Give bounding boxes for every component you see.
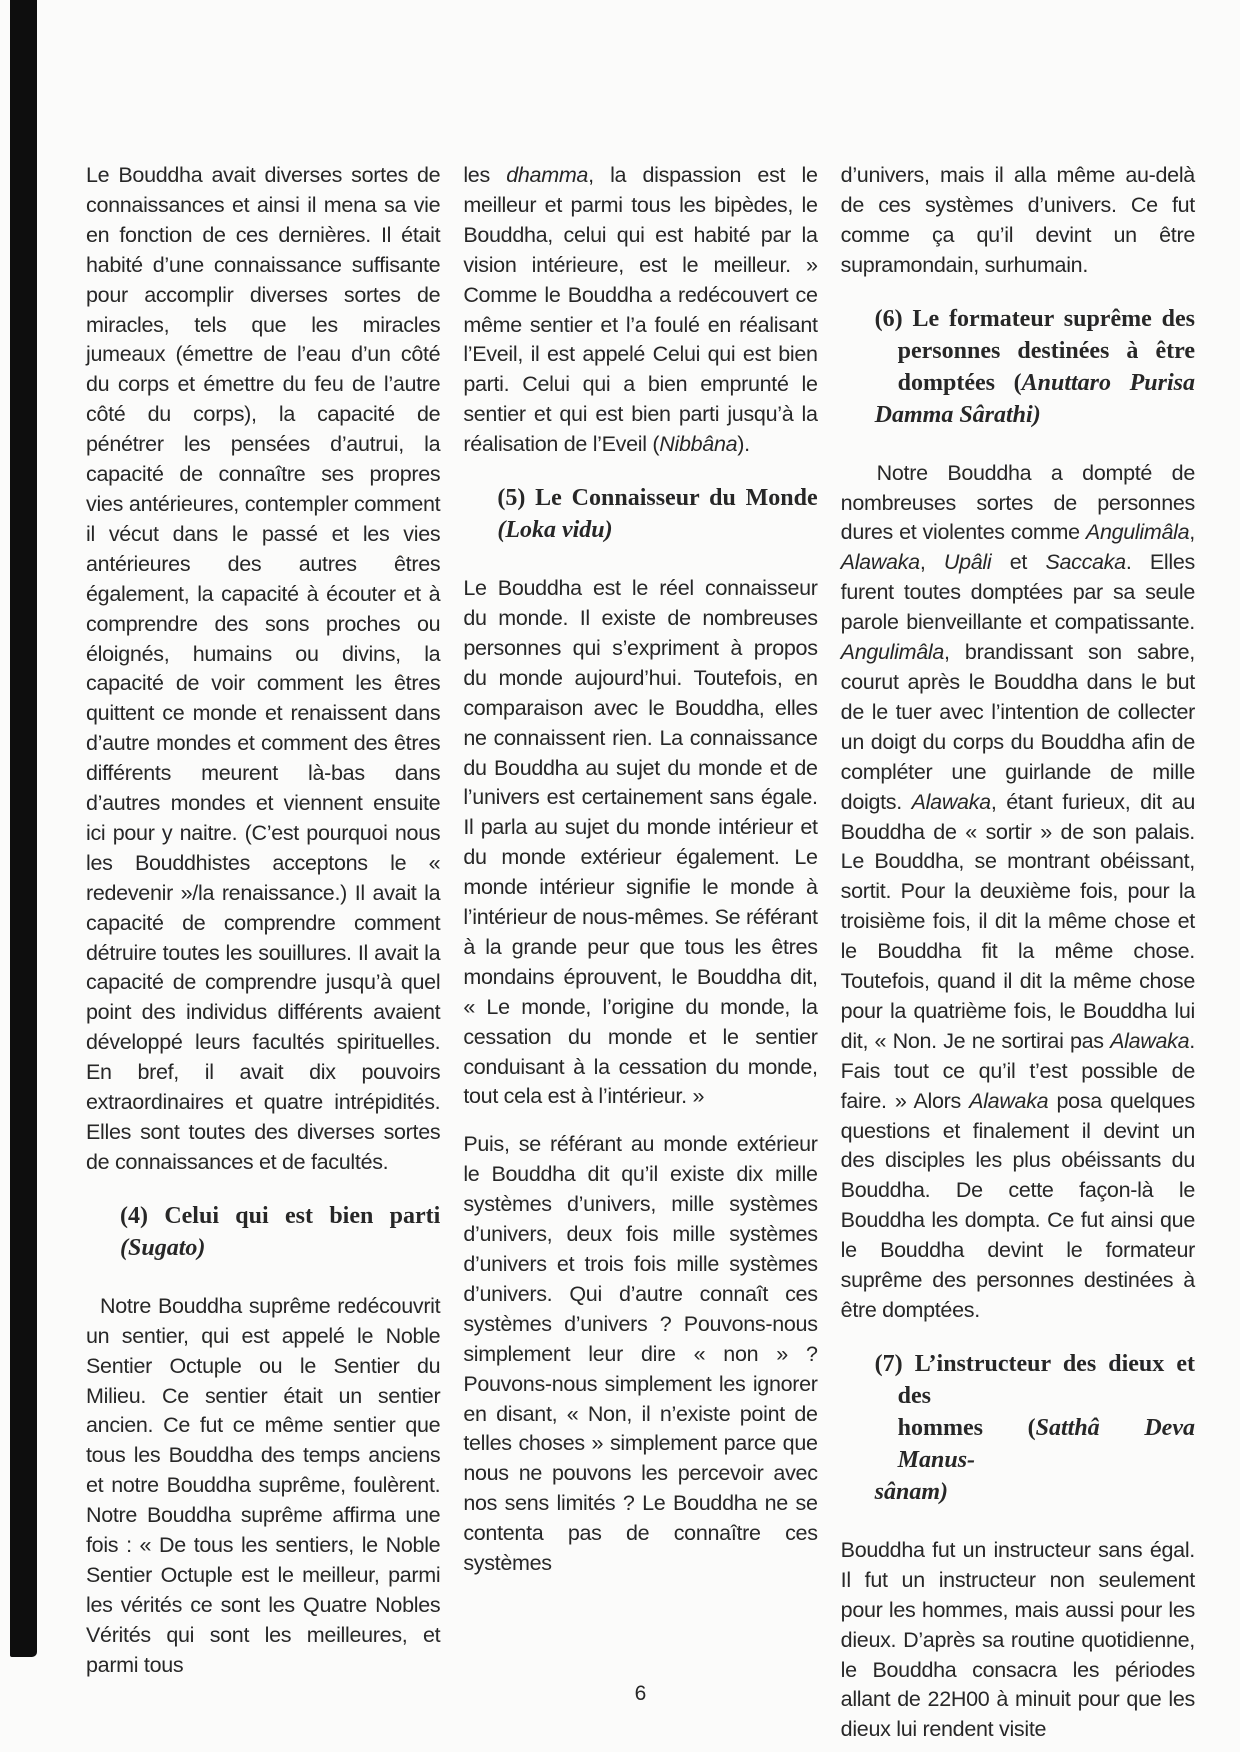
italic-term: Upâli [943,550,992,575]
paragraph [463,574,817,1112]
text-run: et [991,550,1046,575]
italic-term: sânam) [874,1478,949,1505]
paragraph [463,1130,817,1579]
italic-term: Damma Sârathi) [874,401,1041,428]
text-run: (4) Celui qui est bien parti [120,1202,441,1229]
italic-term: (Sugato) [120,1234,206,1261]
italic-term: Alawaka [840,550,920,575]
text-run: Notre Bouddha a dompté de nombreuses sortes de personnes dures et violentes comme [840,460,1195,545]
text-run: , la dispassion est le meilleur et parmi tous les bipèdes, le Bouddha, celui qui est habité par la vision intérieure, est le meilleur. » Comme le Bouddha a redécouvert ce même sentier et l’a foulé en réalisant l’Eveil, il est appelé Celui qui est bien parti. Celui qui a bien emprunté le sentier et qui est bien parti jusqu’à la réalisation de l’Eveil ( [463,163,818,457]
paragraph [463,161,817,460]
text-run: les [463,163,507,187]
text-run: , [919,550,944,575]
text-run: domptées ( [897,369,1022,396]
section-heading [86,1200,440,1264]
text-run: . Elles furent toutes domptées par sa seule parole bienveillante et compatissante. [840,550,1195,635]
italic-term: dhamma [506,163,589,187]
text-run: (7) L’instructeur des dieux et des [874,1350,1195,1409]
paragraph [841,1536,1195,1745]
page-number: 6 [634,1682,647,1705]
text-run: , étant furieux, dit au Bouddha de « sortir » de son palais. Le Bouddha, se montrant obéissant, sortit. Pour la deuxième fois, pour la troisième fois, il dit la même chose et le Bouddha fit la même chose. Toutefois, quand il dit la même chose pour la quatrième fois, le Bouddha lui dit, « Non. Je ne sortirai pas [840,789,1195,1053]
italic-term: Alawaka [1110,1028,1190,1053]
text-run: d’univers, mais il alla même au-delà de ces systèmes d’univers. Ce fut comme ça qu’il devint un être supramondain, surhumain. [840,163,1195,277]
italic-term: Angulimâla [1085,520,1190,545]
italic-term: Saccaka [1045,550,1126,575]
section-heading [463,482,817,546]
section-heading [841,1348,1195,1508]
italic-term: Anuttaro Purisa [1021,369,1195,396]
italic-term: Nibbâna [659,432,738,457]
text-run: , [1189,520,1195,545]
text-run: (6) Le formateur suprême des [874,305,1195,332]
text-run: Puis, se référant au monde extérieur le Bouddha dit qu’il existe dix mille systèmes d’univers, mille systèmes d’univers, deux fois mille systèmes d’univers et trois fois mille systèmes d’univers. Qui d’autre connaît ces systèmes d’univers ? Pouvons-nous simplement leur dire « non » ? Pouvons-nous simplement les ignorer en disant, « Non, il n’existe point de telles choses » simplement parce que nous ne pouvons les percevoir avec nos sens limités ? Le Bouddha ne se contenta pas de connaître ces systèmes [463,1132,818,1576]
italic-term: (Loka vidu) [497,517,613,544]
italic-term: Alawaka [911,789,991,814]
paragraph [841,161,1195,281]
text-run: Notre Bouddha suprême redécouvrit un sentier, qui est appelé le Noble Sentier Octuple ou le Sentier du Milieu. Ce sentier était un sentier ancien. Ce fut ce même sentier que tous les Bouddha des temps anciens et notre Bouddha suprême, foulèrent. Notre Bouddha suprême affirma une fois : « De tous les sentiers, le Noble Sentier Octuple est le meilleur, parmi les vérités ce sont les Quatre Nobles Vérités qui sont les meilleures, et parmi tous [86,1293,441,1677]
italic-term: Satthâ Deva Manus- [897,1414,1195,1473]
text-run: Le Bouddha est le réel connaisseur du monde. Il existe de nombreuses personnes qui s’expriment à propos du monde aujourd’hui. Toutefois, en comparaison avec le Bouddha, elles ne connaissent rien. La connaissance du Bouddha au sujet du monde et de l’univers est certainement sans égale. Il parla au sujet du monde intérieur et du monde extérieur également. Le monde intérieur signifie le monde à l’intérieur de nous-mêmes. Se référant à la grande peur que tous les êtres mondains éprouvent, le Bouddha dit, « Le monde, l’origine du monde, la cessation du monde et le sentier conduisant à la cessation du monde, tout cela est à l’intérieur. » [463,576,818,1109]
column-2 [463,161,817,1752]
text-run: . Fais tout ce qu’il t’est possible de faire. » Alors [840,1028,1195,1113]
italic-term: Angulimâla [840,640,945,665]
column-3 [841,161,1195,1752]
text-run: ). [737,432,750,457]
italic-term: Alawaka [969,1088,1049,1113]
section-heading [841,303,1195,431]
text-run: posa quelques questions et finalement il devint un des disciples les plus obéissants du Bouddha. De cette façon-là le Bouddha les dompta. Ce fut ainsi que le Bouddha devint le formateur suprême des personnes destinées à être domptées. [840,1088,1195,1322]
text-run: (5) Le Connaisseur du Monde [497,485,818,512]
column-1 [86,161,440,1752]
scan-edge-artifact [10,0,37,1657]
paragraph [841,459,1195,1326]
text-run: Le Bouddha avait diverses sortes de connaissances et ainsi il mena sa vie en fonction de ces dernières. Il était habité d’une connaissance suffisante pour accomplir diverses sortes de miracles, tels que les miracles jumeaux (émettre de l’eau d’un côté du corps et émettre du feu de l’autre côté du corps), la capacité de pénétrer les pensées d’autrui, la capacité de connaître ses propres vies antérieures, contempler comment il vécut dans le passé et les vies antérieures des autres êtres également, la capacité à écouter et à comprendre des sons proches ou éloignés, humains ou divins, la capacité de voir comment les êtres quittent ce monde et renaissent dans d’autre mondes et comment des êtres différents meurent là-bas dans d’autres mondes et viennent ensuite ici pour y naitre. (C’est pourquoi nous les Bouddhistes acceptons le « redevenir »/la renaissance.) Il avait la capacité de comprendre comment détruire toutes les souillures. Il avait la capacité de comprendre jusqu’à quel point des individus différents avaient développé leurs facultés spirituelles. En bref, il avait dix pouvoirs extraordinaires et quatre intrépidités. Elles sont toutes des diverses sortes de connaissances et de facultés. [86,163,441,1174]
text-run: Bouddha fut un instructeur sans égal. Il fut un instructeur non seulement pour les hommes, mais aussi pour les dieux. D’après sa routine quotidienne, le Bouddha consacra les périodes allant de 22H00 à minuit pour que les dieux lui rendent visite [840,1537,1195,1742]
paragraph [86,161,440,1178]
text-run: hommes ( [897,1414,1036,1441]
paragraph [86,1292,440,1681]
text-run: personnes destinées à être [897,337,1195,364]
text-run: , brandissant son sabre, courut après le Bouddha dans le but de le tuer avec l’intention de collecter un doigt du corps du Bouddha afin de compléter une guirlande de mille doigts. [840,640,1195,814]
